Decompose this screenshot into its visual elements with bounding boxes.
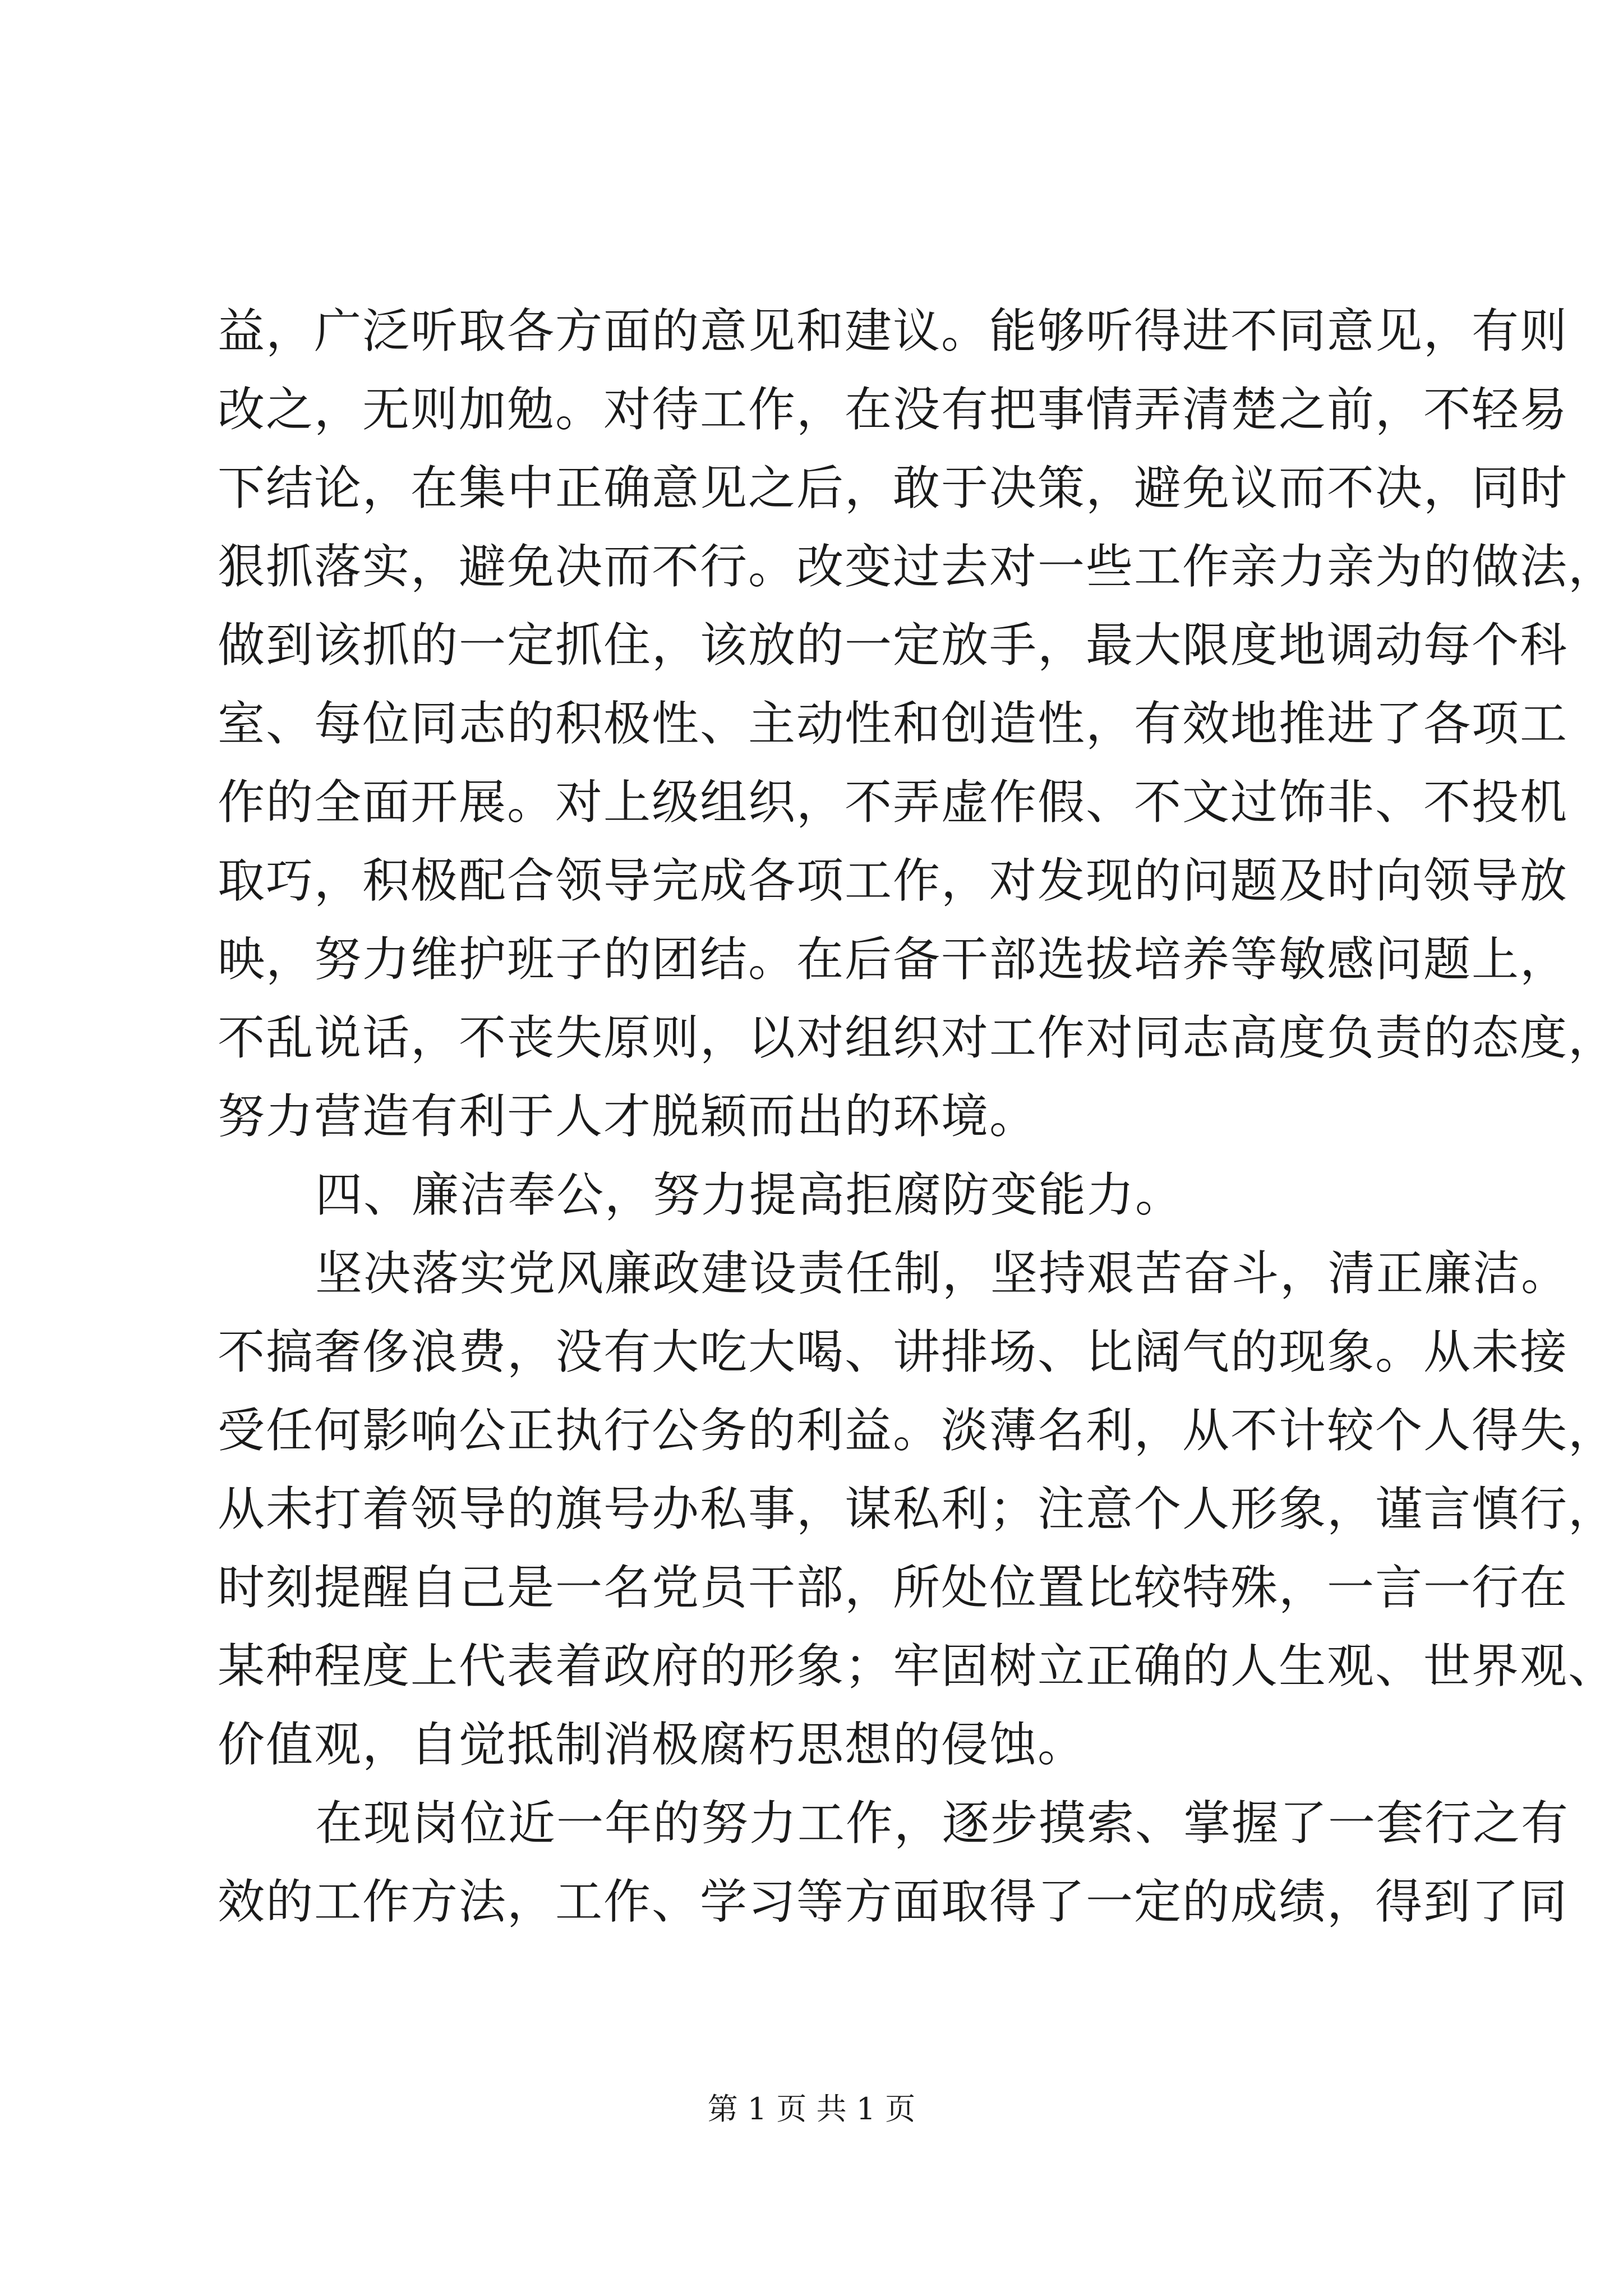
text-line: 受任何影响公正执行公务的利益。淡薄名利，从不计较个人得失， (218, 1403, 1617, 1458)
text-line: 不乱说话，不丧失原则，以对组织对工作对同志高度负责的态度， (218, 1010, 1617, 1065)
text-line: 坚决落实党风廉政建设责任制，坚持艰苦奋斗，清正廉洁。 (315, 1246, 1570, 1301)
text-line: 狠抓落实，避免决而不行。改变过去对一些工作亲力亲为的做法， (218, 539, 1617, 594)
text-line: 作的全面开展。对上级组织，不弄虚作假、不文过饰非、不投机 (218, 775, 1569, 830)
paragraph (218, 1234, 1617, 1784)
text-line: 时刻提醒自己是一名党员干部，所处位置比较特殊，一言一行在 (218, 1560, 1569, 1615)
text-line: 效的工作方法，工作、学习等方面取得了一定的成绩，得到了同 (218, 1874, 1569, 1929)
text-line: 努力营造有利于人才脱颖而出的环境。 (218, 1089, 1038, 1144)
text-line: 改之，无则加勉。对待工作，在没有把事情弄清楚之前，不轻易 (218, 382, 1569, 437)
text-line: 价值观，自觉抵制消极腐朽思想的侵蚀。 (218, 1717, 1086, 1772)
section-heading (218, 1156, 1411, 1234)
text-line: 下结论，在集中正确意见之后，敢于决策，避免议而不决，同时 (218, 461, 1569, 516)
text-line: 做到该抓的一定抓住，该放的一定放手，最大限度地调动每个科 (218, 618, 1569, 673)
document-body (218, 292, 1617, 1941)
page-number-footer: 第 1 页 共 1 页 (707, 2091, 916, 2127)
text-line: 从未打着领导的旗号办私事，谋私利；注意个人形象，谨言慎行， (218, 1481, 1617, 1536)
text-line: 在现岗位近一年的努力工作，逐步摸索、掌握了一套行之有 (315, 1796, 1570, 1851)
paragraph (218, 292, 1617, 1156)
paragraph (218, 1784, 1570, 1941)
text-line: 映，努力维护班子的团结。在后备干部选拔培养等敏感问题上， (218, 932, 1569, 987)
text-line: 室、每位同志的积极性、主动性和创造性，有效地推进了各项工 (218, 696, 1569, 751)
text-line: 四、廉洁奉公，努力提高拒腐防变能力。 (315, 1167, 1184, 1222)
text-line: 某种程度上代表着政府的形象；牢固树立正确的人生观、世界观、 (218, 1639, 1617, 1694)
text-line: 取巧，积极配合领导完成各项工作，对发现的问题及时向领导放 (218, 853, 1569, 908)
text-line: 不搞奢侈浪费，没有大吃大喝、讲排场、比阔气的现象。从未接 (218, 1324, 1569, 1379)
text-line: 益，广泛听取各方面的意见和建议。能够听得进不同意见，有则 (218, 303, 1569, 358)
